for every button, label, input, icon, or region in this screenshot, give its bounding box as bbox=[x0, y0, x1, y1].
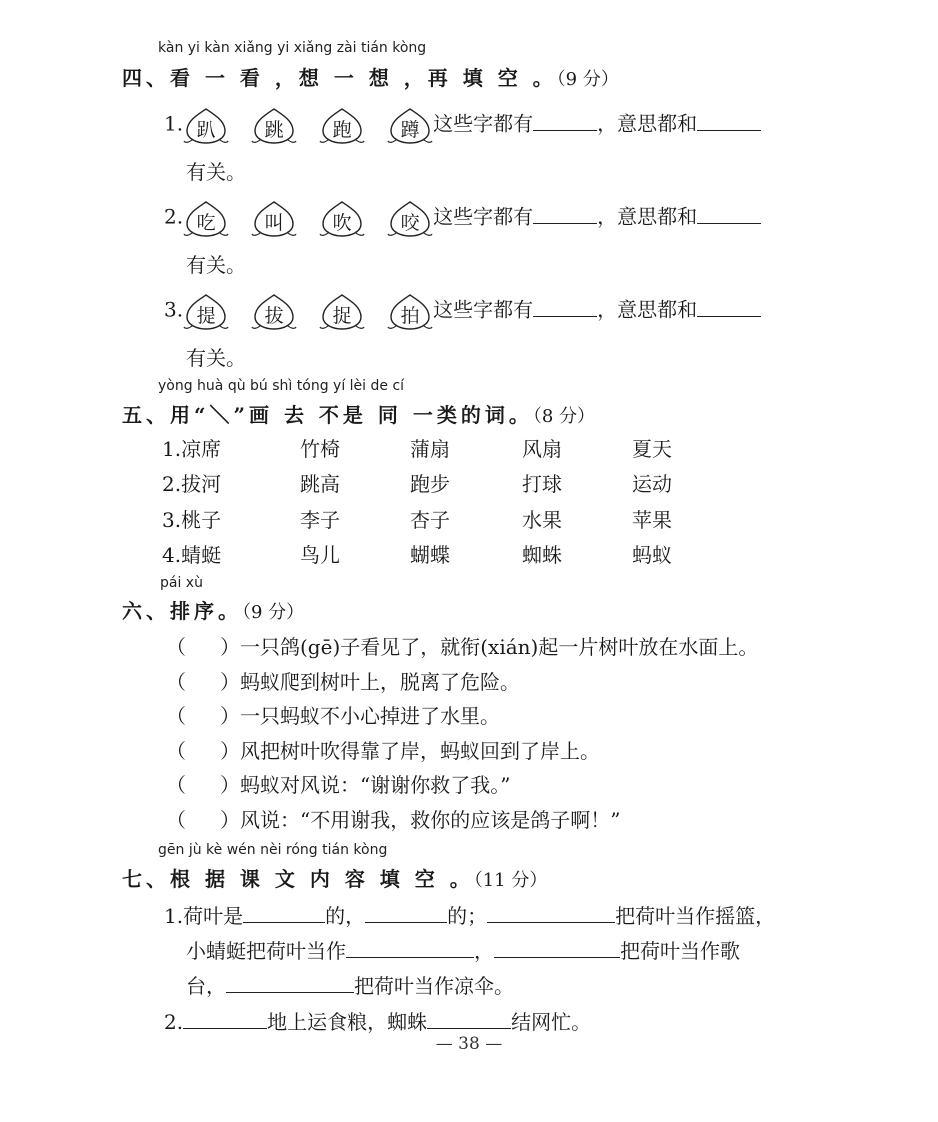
word-option[interactable]: 蚂蚁 bbox=[632, 543, 672, 567]
blank[interactable] bbox=[533, 296, 597, 317]
blank[interactable] bbox=[346, 937, 474, 958]
word-option[interactable]: 李子 bbox=[300, 508, 340, 532]
s5-row-2 bbox=[162, 468, 672, 497]
blank[interactable] bbox=[226, 972, 354, 993]
order-input[interactable]: （ bbox=[166, 669, 186, 694]
blank[interactable] bbox=[243, 902, 325, 923]
word-option[interactable]: 风扇 bbox=[522, 437, 562, 461]
s6-sentence: （ ）风把树叶吹得靠了岸，蚂蚁回到了岸上。 bbox=[166, 735, 600, 764]
s4-score: （9 分） bbox=[556, 69, 619, 90]
blank[interactable] bbox=[533, 110, 597, 131]
s6-sentence: （ ）蚂蚁对风说：“谢谢你救了我。” bbox=[166, 769, 510, 798]
blank[interactable] bbox=[697, 296, 761, 317]
order-input[interactable]: （ bbox=[166, 773, 186, 797]
word-option[interactable]: 夏天 bbox=[632, 437, 672, 461]
s6-sentence: （ ）一只蚂蚁不小心掉进了水里。 bbox=[166, 700, 500, 729]
peach-char: 蹲 bbox=[387, 105, 433, 145]
order-input[interactable]: （ bbox=[166, 807, 186, 832]
word-option[interactable]: 水果 bbox=[522, 508, 562, 532]
s5-title: 五、用“＼”画 去 不是 同 一类的词。（8 分） bbox=[122, 403, 596, 427]
word-option[interactable]: 杏子 bbox=[410, 508, 450, 532]
peach-char: 拔 bbox=[251, 291, 297, 331]
peach-char: 趴 bbox=[183, 105, 229, 145]
blank[interactable] bbox=[494, 937, 620, 958]
word-option[interactable]: 2.拔河 bbox=[162, 472, 222, 496]
s7-q1-line2: 小蜻蜓把荷叶当作 ， 把荷叶当作歌 bbox=[186, 939, 740, 963]
s7-title: 七、根 据 课 文 内 容 填 空 。（11 分） bbox=[122, 867, 548, 891]
blank[interactable] bbox=[697, 110, 761, 131]
word-option[interactable]: 4.蜻蜓 bbox=[162, 543, 222, 567]
s4-item-2: 2. 吃 叫 吹 咬 这些字都有 ，意思都和 bbox=[164, 198, 761, 238]
peach-char: 跳 bbox=[251, 105, 297, 145]
order-input[interactable]: （ bbox=[166, 635, 186, 659]
s5-pinyin: yòng huà qù bú shì tóng yí lèi de cí bbox=[158, 378, 405, 394]
word-option[interactable]: 跑步 bbox=[410, 472, 450, 496]
blank[interactable] bbox=[427, 1008, 511, 1029]
page-number: — 38 — bbox=[435, 1034, 503, 1054]
peach-char: 跑 bbox=[319, 105, 365, 145]
word-option[interactable]: 1.凉席 bbox=[162, 437, 222, 461]
word-option[interactable]: 运动 bbox=[632, 472, 672, 496]
s4-item-tail: 有关。 bbox=[186, 253, 246, 277]
s6-sentence: （ ）蚂蚁爬到树叶上，脱离了危险。 bbox=[166, 666, 520, 695]
s4-title: 四、看 一 看 ，想 一 想 ，再 填 空 。（9 分） bbox=[122, 66, 619, 90]
s4-item-tail: 有关。 bbox=[186, 160, 246, 184]
s7-q1-line1: 1.荷叶是 的， 的； 把荷叶当作摇篮， bbox=[164, 904, 776, 928]
s7-q1-line3: 台， 把荷叶当作凉伞。 bbox=[186, 974, 514, 998]
peach-char: 咬 bbox=[387, 198, 433, 238]
word-option[interactable]: 蒲扇 bbox=[410, 437, 450, 461]
blank[interactable] bbox=[183, 1008, 267, 1029]
blank[interactable] bbox=[487, 902, 615, 923]
peach-char: 吹 bbox=[319, 198, 365, 238]
blank[interactable] bbox=[697, 203, 761, 224]
word-option[interactable]: 苹果 bbox=[632, 508, 672, 532]
s4-item-tail: 有关。 bbox=[186, 346, 246, 370]
s6-sentence: （ ）一只鸽(gē)子看见了，就衔(xián)起一片树叶放在水面上。 bbox=[166, 631, 758, 660]
s4-item-1: 1. 趴 跳 跑 蹲 这些字都有 ，意思都和 bbox=[164, 105, 761, 145]
s7-pinyin: gēn jù kè wén nèi róng tián kòng bbox=[158, 842, 388, 858]
s4-item-3: 3. 提 拔 捉 拍 这些字都有 ，意思都和 bbox=[164, 291, 761, 331]
peach-char: 提 bbox=[183, 291, 229, 331]
peach-char: 吃 bbox=[183, 198, 229, 238]
order-input[interactable]: （ bbox=[166, 738, 186, 763]
word-option[interactable]: 蝴蝶 bbox=[410, 543, 450, 567]
s4-pinyin: kàn yi kàn xiǎng yi xiǎng zài tián kòng bbox=[158, 40, 427, 56]
word-option[interactable]: 蜘蛛 bbox=[522, 543, 562, 567]
s6-pinyin: pái xù bbox=[160, 575, 203, 591]
peach-char: 拍 bbox=[387, 291, 433, 331]
s5-row-1 bbox=[162, 433, 672, 462]
blank[interactable] bbox=[533, 203, 597, 224]
s5-row-4 bbox=[162, 539, 672, 568]
s7-q2: 2. 地上运食粮，蜘蛛 结网忙。 bbox=[164, 1010, 592, 1034]
s7-score: （11 分） bbox=[473, 870, 548, 891]
order-input[interactable]: （ bbox=[166, 704, 186, 728]
blank[interactable] bbox=[365, 902, 447, 923]
s5-row-3 bbox=[162, 504, 672, 533]
word-option[interactable]: 鸟儿 bbox=[300, 543, 340, 567]
word-option[interactable]: 竹椅 bbox=[300, 437, 340, 461]
word-option[interactable]: 跳高 bbox=[300, 472, 340, 496]
s5-score: （8 分） bbox=[532, 406, 596, 427]
s6-score: （9 分） bbox=[242, 602, 305, 623]
word-option[interactable]: 打球 bbox=[522, 472, 562, 496]
peach-char: 叫 bbox=[251, 198, 297, 238]
s6-title: 六、排序。（9 分） bbox=[122, 599, 305, 623]
word-option[interactable]: 3.桃子 bbox=[162, 508, 222, 532]
s6-sentence: （ ）风说：“不用谢我，救你的应该是鸽子啊！” bbox=[166, 804, 620, 833]
peach-char: 捉 bbox=[319, 291, 365, 331]
